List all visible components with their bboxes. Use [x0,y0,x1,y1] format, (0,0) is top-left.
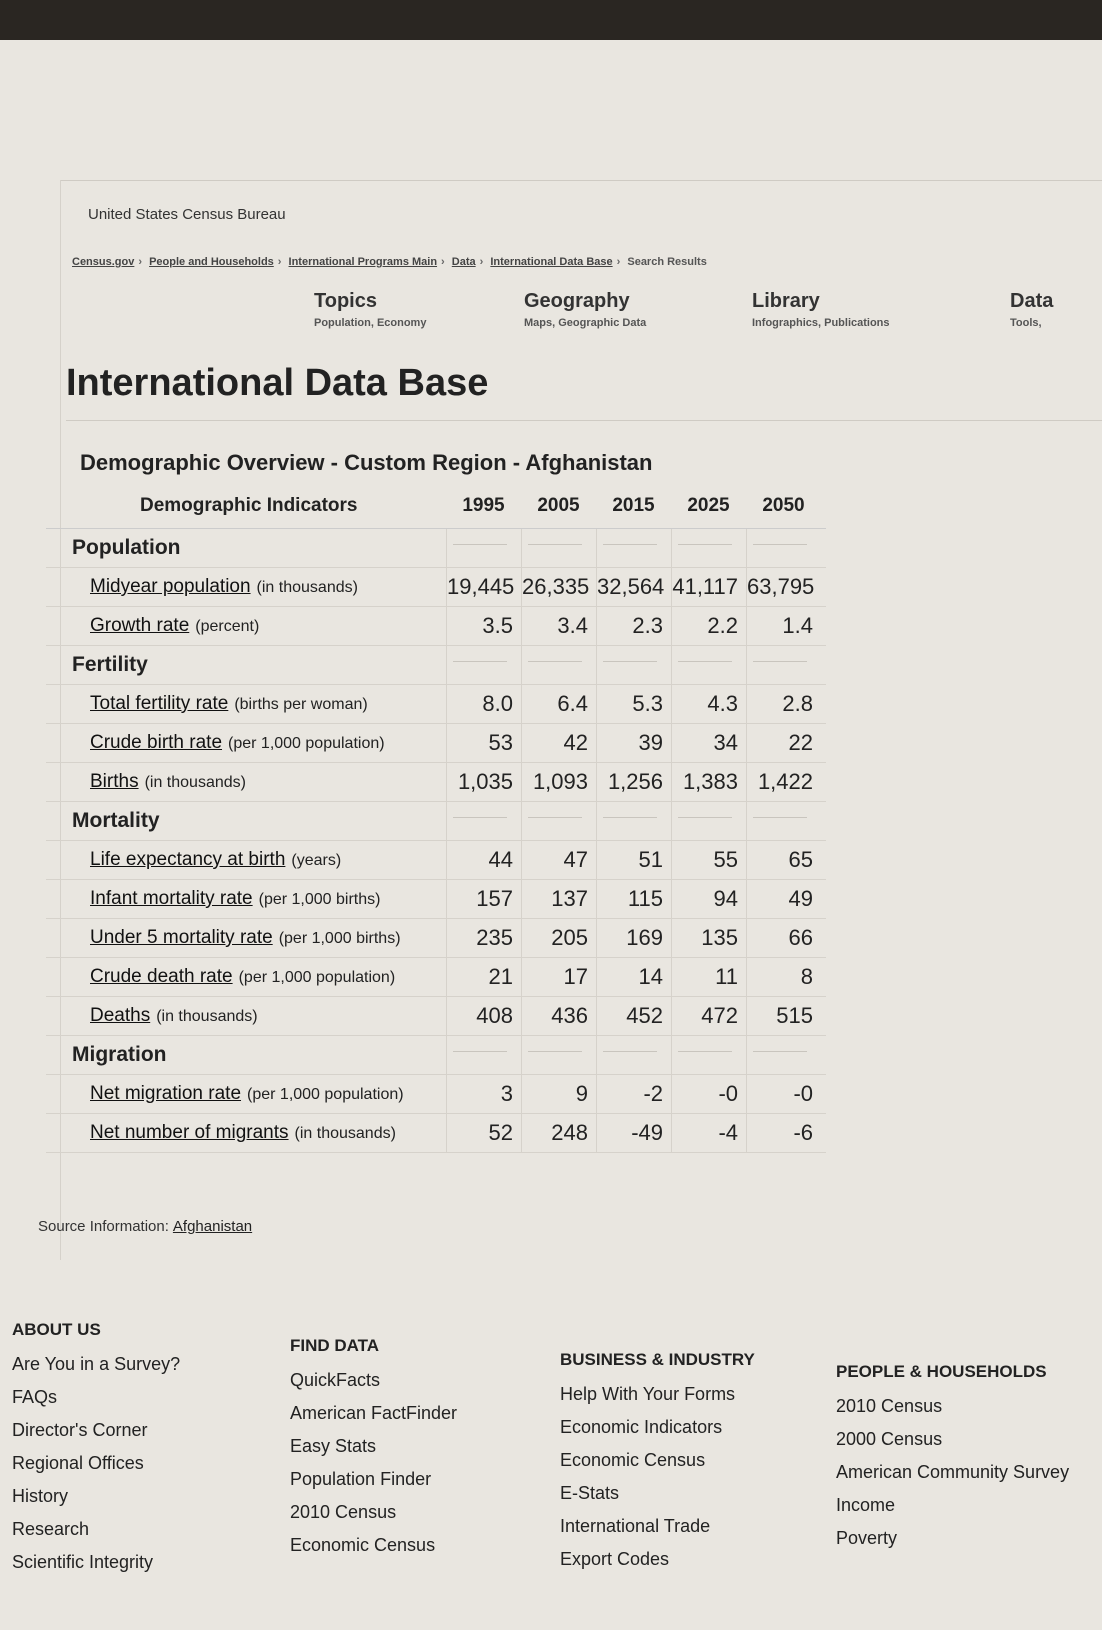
value-cell: 515 [746,997,821,1035]
value-cell: -6 [746,1114,821,1152]
value-cell: 6.4 [521,685,596,723]
value-cell: 3.4 [521,607,596,645]
chevron-right-icon: › [277,256,282,268]
indicator-link[interactable]: Crude birth rate [90,732,223,753]
value-cell: 115 [596,880,671,918]
section-empty-cell [596,802,671,840]
header-divider [60,180,1102,181]
value-cell: 44 [446,841,521,879]
value-cell: 47 [521,841,596,879]
section-empty-cell [671,802,746,840]
indicator-label [46,1083,446,1105]
indicator-link[interactable]: Births [90,771,139,792]
footer-link[interactable]: Scientific Integrity [12,1552,154,1572]
table-row [46,568,826,607]
indicator-label [46,888,446,910]
value-cell: 39 [596,724,671,762]
indicator-unit: (per 1,000 population) [238,969,396,986]
section-header-row [46,1036,826,1075]
indicator-link[interactable]: Infant mortality rate [90,888,253,909]
breadcrumb-census-gov[interactable]: Census.gov [72,256,135,268]
footer-link[interactable]: 2010 Census [836,1396,943,1416]
nav-geography[interactable] [524,290,646,329]
footer-link[interactable]: Regional Offices [12,1453,144,1473]
value-cell: 19,445 [446,568,521,606]
chevron-right-icon: › [441,256,445,268]
value-cell: 1,383 [671,763,746,801]
value-cell: 2.8 [746,685,821,723]
footer-link[interactable]: American FactFinder [290,1403,458,1423]
value-cell: 2.2 [671,607,746,645]
source-label: Source Information: [38,1218,169,1235]
header-label: Demographic Indicators [140,495,358,516]
indicator-link[interactable]: Life expectancy at birth [90,849,286,870]
value-cell: 235 [446,919,521,957]
value-cell: 9 [521,1075,596,1113]
year-header: 2025 [687,495,730,516]
value-cell: -2 [596,1075,671,1113]
section-label: Fertility [72,653,148,676]
nav-geography-sub: Maps, Geographic Data [524,317,647,329]
value-cell: 205 [521,919,596,957]
chevron-right-icon: › [479,256,484,268]
indicator-label [46,615,446,637]
value-cell: 41,117 [671,568,746,606]
value-cell: 21 [446,958,521,996]
value-cell: 66 [746,919,821,957]
footer-link[interactable]: History [12,1486,69,1506]
footer-link[interactable]: Director's Corner [12,1420,148,1440]
value-cell: 65 [746,841,821,879]
footer-link[interactable]: Economic Indicators [560,1417,723,1437]
value-cell: 3 [446,1075,521,1113]
section-empty-cell [746,802,821,840]
footer-column [836,1362,1069,1561]
value-cell: -4 [671,1114,746,1152]
value-cell: 32,564 [596,568,671,606]
indicator-unit: (in thousands) [156,1008,258,1025]
nav-library-title[interactable]: Library [752,290,820,312]
indicator-label [46,927,446,949]
value-cell: 26,335 [521,568,596,606]
value-cell: 8.0 [446,685,521,723]
footer-link[interactable]: Are You in a Survey? [12,1354,181,1374]
footer-link[interactable]: American Community Survey [836,1462,1070,1482]
value-cell: 17 [521,958,596,996]
value-cell: 3.5 [446,607,521,645]
value-cell: 1,422 [746,763,821,801]
breadcrumb-intl-programs[interactable]: International Programs Main [288,256,438,268]
indicator-link[interactable]: Midyear population [90,576,251,597]
year-header: 2005 [537,495,580,516]
indicator-label [46,966,446,988]
value-cell: 5.3 [596,685,671,723]
indicator-unit: (years) [291,852,342,869]
section-empty-cell [746,1036,821,1074]
footer-column [290,1336,457,1568]
section-empty-cell [671,529,746,567]
nav-data[interactable] [1010,290,1053,329]
section-empty-cell [521,529,596,567]
value-cell: 22 [746,724,821,762]
value-cell: 94 [671,880,746,918]
indicator-link[interactable]: Growth rate [90,615,190,636]
value-cell: 14 [596,958,671,996]
agency-name: United States Census Bureau [88,206,286,223]
table-row [46,958,826,997]
section-label: Mortality [72,809,160,832]
section-header-row [46,802,826,841]
section-empty-cell [521,1036,596,1074]
indicator-link[interactable]: Net migration rate [90,1083,242,1104]
indicator-unit: (in thousands) [294,1125,396,1142]
indicator-label [46,1122,446,1144]
footer-heading: FIND DATA [290,1336,380,1355]
value-cell: 55 [671,841,746,879]
section-empty-cell [746,529,821,567]
nav-topics-sub: Population, Economy [314,317,427,329]
value-cell: 436 [521,997,596,1035]
value-cell: 2.3 [596,607,671,645]
value-cell: 52 [446,1114,521,1152]
footer-link[interactable]: 2000 Census [836,1429,943,1449]
footer-link[interactable]: Economic Census [560,1450,706,1470]
section-empty-cell [446,1036,521,1074]
value-cell: 1,035 [446,763,521,801]
section-empty-cell [446,646,521,684]
nav-topics[interactable] [314,290,426,329]
indicator-unit: (per 1,000 population) [247,1086,404,1103]
indicator-label [46,576,446,598]
section-empty-cell [671,646,746,684]
indicator-unit: (in thousands) [256,579,358,596]
value-cell: 34 [671,724,746,762]
nav-data-sub: Tools, [1010,317,1042,329]
indicator-label [46,849,446,871]
value-cell: 169 [596,919,671,957]
indicator-unit: (percent) [195,618,260,635]
footer-link[interactable]: Economic Census [290,1535,436,1555]
table-row [46,1114,826,1153]
footer-heading: PEOPLE & HOUSEHOLDS [836,1362,1047,1381]
footer-link[interactable]: Population Finder [290,1469,432,1489]
indicator-unit: (per 1,000 births) [278,930,401,947]
table-row [46,880,826,919]
footer-link[interactable]: Export Codes [560,1549,670,1569]
section-empty-cell [521,802,596,840]
value-cell: 135 [671,919,746,957]
value-cell: 49 [746,880,821,918]
nav-geography-title[interactable]: Geography [524,290,630,312]
value-cell: -0 [746,1075,821,1113]
section-label: Migration [72,1043,167,1066]
footer-link[interactable]: QuickFacts [290,1370,381,1390]
table-title: Demographic Overview - Custom Region - Afghanistan [80,450,653,475]
footer-link[interactable]: 2010 Census [290,1502,397,1522]
footer-link[interactable]: E-Stats [560,1483,620,1503]
table-header [46,484,826,529]
section-empty-cell [671,1036,746,1074]
footer-link[interactable]: FAQs [12,1387,58,1407]
table-row [46,919,826,958]
value-cell: 157 [446,880,521,918]
indicator-link[interactable]: Under 5 mortality rate [90,927,273,948]
indicator-label [46,1005,446,1027]
indicator-unit: (births per woman) [234,696,368,713]
value-cell: -0 [671,1075,746,1113]
nav-data-title[interactable]: Data [1010,290,1054,312]
breadcrumb [72,256,707,268]
value-cell: 42 [521,724,596,762]
section-empty-cell [746,646,821,684]
year-header: 1995 [462,495,505,516]
chevron-right-icon: › [616,256,621,268]
source-info [38,1218,252,1235]
value-cell: 452 [596,997,671,1035]
table-row [46,763,826,802]
footer-heading: BUSINESS & INDUSTRY [560,1350,755,1369]
section-empty-cell [596,1036,671,1074]
section-empty-cell [596,646,671,684]
value-cell: 53 [446,724,521,762]
indicator-link[interactable]: Total fertility rate [90,693,229,714]
section-header-row [46,529,826,568]
section-header-row [46,646,826,685]
value-cell: 51 [596,841,671,879]
value-cell: 408 [446,997,521,1035]
value-cell: 63,795 [746,568,821,606]
indicator-unit: (per 1,000 population) [228,735,385,752]
indicator-unit: (per 1,000 births) [258,891,381,908]
footer-link[interactable]: Income [836,1495,896,1515]
breadcrumb-people-households[interactable]: People and Households [149,256,274,268]
table-row [46,607,826,646]
table-row [46,997,826,1036]
demographic-table [46,450,826,1153]
value-cell: 472 [671,997,746,1035]
section-empty-cell [446,802,521,840]
title-divider [66,420,1102,421]
footer-column [12,1320,180,1585]
value-cell: 11 [671,958,746,996]
year-header: 2015 [612,495,655,516]
table-row [46,685,826,724]
breadcrumb-data[interactable]: Data [451,256,476,268]
footer-link[interactable]: Poverty [836,1528,898,1548]
value-cell: 1,256 [596,763,671,801]
footer-link[interactable]: Easy Stats [290,1436,377,1456]
section-empty-cell [596,529,671,567]
table-row [46,841,826,880]
indicator-link[interactable]: Crude death rate [90,966,233,987]
nav-library-sub: Infographics, Publications [752,317,890,329]
indicator-label [46,693,446,715]
indicator-label [46,771,446,793]
chevron-right-icon: › [138,256,143,268]
section-empty-cell [521,646,596,684]
footer-link[interactable]: Help With Your Forms [560,1384,736,1404]
value-cell: -49 [596,1114,671,1152]
nav-library[interactable] [752,290,890,329]
indicator-link[interactable]: Deaths [90,1005,151,1026]
source-link[interactable]: Afghanistan [172,1218,253,1235]
indicator-link[interactable]: Net number of migrants [90,1122,289,1143]
page-title: International Data Base [66,362,489,404]
footer-link[interactable]: International Trade [560,1516,711,1536]
value-cell: 137 [521,880,596,918]
section-empty-cell [446,529,521,567]
value-cell: 1.4 [746,607,821,645]
indicator-label [46,732,446,754]
footer-column [560,1350,755,1582]
breadcrumb-idb[interactable]: International Data Base [490,256,613,268]
breadcrumb-current: Search Results [627,256,707,268]
footer-link[interactable]: Research [12,1519,90,1539]
value-cell: 8 [746,958,821,996]
nav-topics-title[interactable]: Topics [314,290,377,312]
table-body [46,529,826,1153]
indicator-unit: (in thousands) [144,774,246,791]
table-row [46,1075,826,1114]
value-cell: 4.3 [671,685,746,723]
table-row [46,724,826,763]
value-cell: 248 [521,1114,596,1152]
footer-heading: ABOUT US [12,1320,101,1339]
section-label: Population [72,536,181,559]
value-cell: 1,093 [521,763,596,801]
year-header: 2050 [762,495,805,516]
